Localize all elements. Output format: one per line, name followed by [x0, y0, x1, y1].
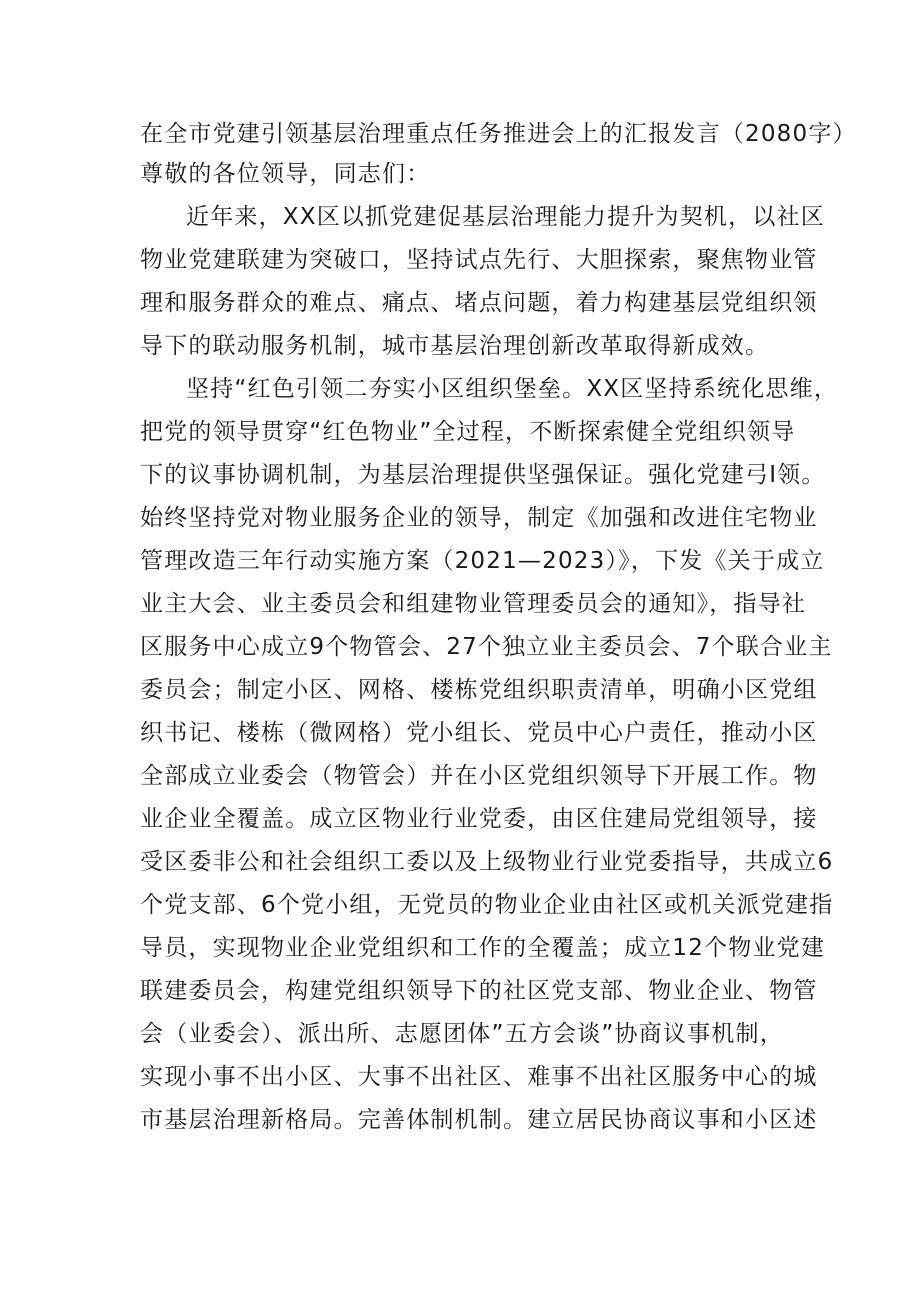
paragraph-line: 委员会；制定小区、网格、楼栋党组织职责清单，明确小区党组 — [140, 677, 818, 703]
paragraph-line: 理和服务群众的难点、痛点、堵点问题，着力构建基层党组织领 — [140, 290, 818, 316]
paragraph-line: 业企业全覆盖。成立区物业行业党委，由区住建局党组领导，接 — [140, 806, 818, 832]
paragraph-line: 全部成立业委会（物管会）并在小区党组织领导下开展工作。物 — [140, 763, 818, 789]
paragraph-line: 近年来，XX区以抓党建促基层治理能力提升为契机，以社区 — [186, 204, 825, 230]
paragraph-line: 联建委员会，构建党组织领导下的社区党支部、物业企业、物管 — [140, 978, 818, 1004]
paragraph-line: 物业党建联建为突破口，坚持试点先行、大胆探索，聚焦物业管 — [140, 247, 818, 273]
paragraph-line: 市基层治理新格局。完善体制机制。建立居民协商议事和小区述 — [140, 1107, 818, 1133]
paragraph-line: 受区委非公和社会组织工委以及上级物业行业党委指导，共成立6 — [140, 849, 834, 875]
paragraph-line: 会（业委会）、派出所、志愿团体”五方会谈”协商议事机制， — [140, 1021, 784, 1047]
paragraph-line: 织书记、楼栋（微网格）党小组长、党员中心户责任，推动小区 — [140, 720, 818, 746]
paragraph-line: 导员，实现物业企业党组织和工作的全覆盖；成立12个物业党建 — [140, 935, 826, 961]
paragraph-line: 始终坚持党对物业服务企业的领导，制定《加强和改进住宅物业 — [140, 505, 818, 531]
salutation: 尊敬的各位领导，同志们： — [140, 161, 431, 187]
document-title: 在全市党建引领基层治理重点任务推进会上的汇报发言（2080字） — [140, 121, 857, 147]
paragraph-line: 把党的领导贯穿“红色物业”全过程，不断探索健全党组织领导 — [140, 419, 796, 445]
paragraph-line: 管理改造三年行动实施方案（2021—2023）》，下发《关于成立 — [140, 548, 825, 574]
paragraph-line: 实现小事不出小区、大事不出社区、难事不出社区服务中心的城 — [140, 1064, 818, 1090]
paragraph-line: 导下的联动服务机制，城市基层治理创新改革取得新成效。 — [140, 333, 770, 359]
paragraph-line: 区服务中心成立9个物管会、27个独立业主委员会、7个联合业主 — [140, 634, 833, 660]
paragraph-line: 业主大会、业主委员会和组建物业管理委员会的通知》，指导社 — [140, 591, 807, 617]
paragraph-line: 个党支部、6个党小组，无党员的物业企业由社区或机关派党建指 — [140, 892, 834, 918]
paragraph-line: 坚持“红色引领二夯实小区组织堡垒。XX区坚持系统化思维， — [186, 376, 839, 402]
paragraph-line: 下的议事协调机制，为基层治理提供坚强保证。强化党建弓I领。 — [140, 462, 826, 488]
